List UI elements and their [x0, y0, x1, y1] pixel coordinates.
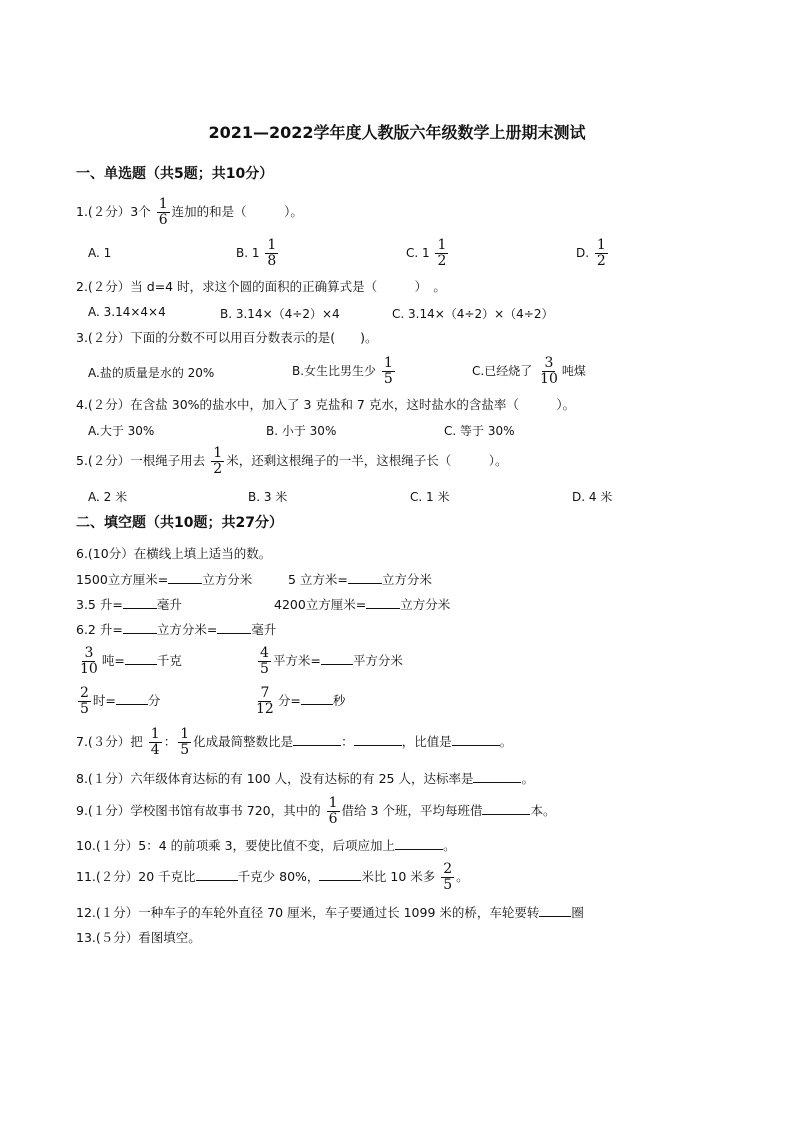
question-8: 8.(１分）六年级体育达标的有 100 人，没有达标的有 25 人，达标率是 。 [76, 771, 534, 786]
fraction: $\frac{1}{5}$ [180, 726, 190, 758]
answer-blank[interactable] [116, 692, 148, 705]
fraction: $\frac{3}{10}$ [540, 355, 558, 387]
q5-option-b[interactable]: B. 3 米 [248, 490, 288, 504]
question-5: 5.(２分）一根绳子用去 $\frac{1}{2}$ 米，还剩这根绳子的一半，这根绳子长（ ）。 [76, 445, 508, 477]
question-6: 6.(10分）在横线上填上适当的数。 [76, 546, 272, 561]
q5-option-d[interactable]: D. 4 米 [572, 490, 613, 504]
q3-option-b[interactable]: B.女生比男生少 $\frac{1}{5}$ [292, 355, 393, 387]
answer-blank[interactable] [217, 621, 251, 634]
q6-row-4b: $\frac{4}{5}$ 平方米= 平方分米 [260, 645, 403, 677]
answer-blank[interactable] [348, 571, 382, 584]
q3-option-a[interactable]: A.盐的质量是水的 20% [88, 366, 215, 380]
fraction: $\frac{4}{5}$ [260, 645, 269, 677]
question-1-suffix: 连加的和是（ ）。 [171, 204, 303, 219]
section-heading-fill-blank: 二、填空题（共10题；共27分） [76, 515, 283, 531]
q5-option-c[interactable]: C. 1 米 [410, 490, 450, 504]
answer-blank[interactable] [452, 733, 500, 746]
answer-blank[interactable] [123, 596, 157, 609]
fraction: $\frac{1}{6}$ [158, 196, 168, 228]
q6-row-2a: 3.5 升= 毫升 [76, 597, 182, 612]
q6-row-5b: $\frac{7}{12}$ 分= 秒 [256, 685, 346, 717]
q1-option-c[interactable]: C. 1 $\frac{1}{2}$ [406, 237, 447, 269]
q1-option-a[interactable]: A. 1 [88, 246, 112, 260]
fraction: $\frac{2}{5}$ [80, 685, 89, 717]
q1-option-d[interactable]: D. $\frac{1}{2}$ [576, 237, 606, 269]
section-heading-single-choice: 一、单选题（共5题；共10分） [76, 166, 274, 182]
answer-blank[interactable] [196, 868, 238, 881]
answer-blank[interactable] [354, 733, 402, 746]
question-9: 9.(１分）学校图书馆有故事书 720，其中的 $\frac{1}{6}$ 借给 3 个班，平均每班借 本。 [76, 795, 556, 827]
q3-option-c[interactable]: C.已经烧了 $\frac{3}{10}$ 吨煤 [472, 355, 586, 387]
q4-option-c[interactable]: C. 等于 30% [444, 424, 515, 438]
question-10: 10.(１分）5：4 的前项乘 3，要使比值不变，后项应加上 。 [76, 838, 456, 853]
question-1-prefix: 1.(２分）3个 [76, 204, 151, 219]
q5-option-a[interactable]: A. 2 米 [88, 490, 128, 504]
q4-option-a[interactable]: A.大于 30% [88, 424, 155, 438]
answer-blank[interactable] [168, 571, 202, 584]
answer-blank[interactable] [366, 596, 400, 609]
q6-row-1b: 5 立方米= 立方分米 [288, 572, 432, 587]
answer-blank[interactable] [321, 652, 353, 665]
q4-option-b[interactable]: B. 小于 30% [266, 424, 337, 438]
q6-row-5a: $\frac{2}{5}$ 时= 分 [80, 685, 161, 717]
question-2: 2.(２分）当 d=4 时，求这个圆的面积的正确算式是（ ） 。 [76, 279, 446, 294]
fraction: $\frac{3}{10}$ [80, 645, 98, 677]
question-1 [76, 197, 303, 228]
q1-option-b[interactable]: B. 1 $\frac{1}{8}$ [236, 237, 277, 269]
answer-blank[interactable] [319, 868, 361, 881]
answer-blank[interactable] [473, 770, 521, 783]
fraction: $\frac{1}{5}$ [383, 355, 393, 387]
fraction: $\frac{2}{5}$ [443, 861, 453, 893]
fraction: $\frac{1}{8}$ [267, 237, 277, 269]
question-3: 3.(２分）下面的分数不可以用百分数表示的是( )。 [76, 330, 378, 345]
answer-blank[interactable] [301, 692, 333, 705]
fraction: $\frac{1}{4}$ [150, 726, 160, 758]
q6-row-1a: 1500立方厘米= 立方分米 [76, 572, 253, 587]
q2-option-c[interactable]: C. 3.14×（4÷2）×（4÷2） [392, 307, 554, 321]
page-title: 2021—2022学年度人教版六年级数学上册期末测试 [208, 123, 586, 142]
fraction: $\frac{1}{6}$ [328, 795, 338, 827]
answer-blank[interactable] [482, 802, 530, 815]
answer-blank[interactable] [293, 733, 341, 746]
question-13: 13.(５分）看图填空。 [76, 930, 201, 945]
answer-blank[interactable] [539, 904, 571, 917]
q6-row-3: 6.2 升= 立方分米= 毫升 [76, 622, 277, 637]
q2-option-b[interactable]: B. 3.14×（4÷2）×4 [220, 307, 340, 321]
q6-row-2b: 4200立方厘米= 立方分米 [274, 597, 451, 612]
fraction: $\frac{1}{2}$ [213, 445, 223, 477]
answer-blank[interactable] [125, 652, 157, 665]
answer-blank[interactable] [123, 621, 157, 634]
answer-blank[interactable] [395, 837, 443, 850]
q2-option-a[interactable]: A. 3.14×4×4 [88, 305, 166, 319]
question-4: 4.(２分）在含盐 30%的盐水中，加入了 3 克盐和 7 克水，这时盐水的含盐率（ ）。 [76, 397, 576, 412]
question-7: 7.(３分）把 $\frac{1}{4}$ ： $\frac{1}{5}$ 化成最简整数比是 ： ，比值是 。 [76, 726, 513, 758]
fraction: $\frac{1}{2}$ [437, 237, 447, 269]
question-11: 11.(２分）20 千克比 千克少 80%， 米比 10 米多 $\frac{2}{5}$ 。 [76, 861, 469, 893]
q6-row-4a: $\frac{3}{10}$ 吨= 千克 [80, 645, 182, 677]
fraction: $\frac{7}{12}$ [256, 685, 274, 717]
question-12: 12.(１分）一种车子的车轮外直径 70 厘米，车子要通过长 1099 米的桥，车轮要转 圈 [76, 905, 584, 920]
fraction: $\frac{1}{2}$ [596, 237, 606, 269]
